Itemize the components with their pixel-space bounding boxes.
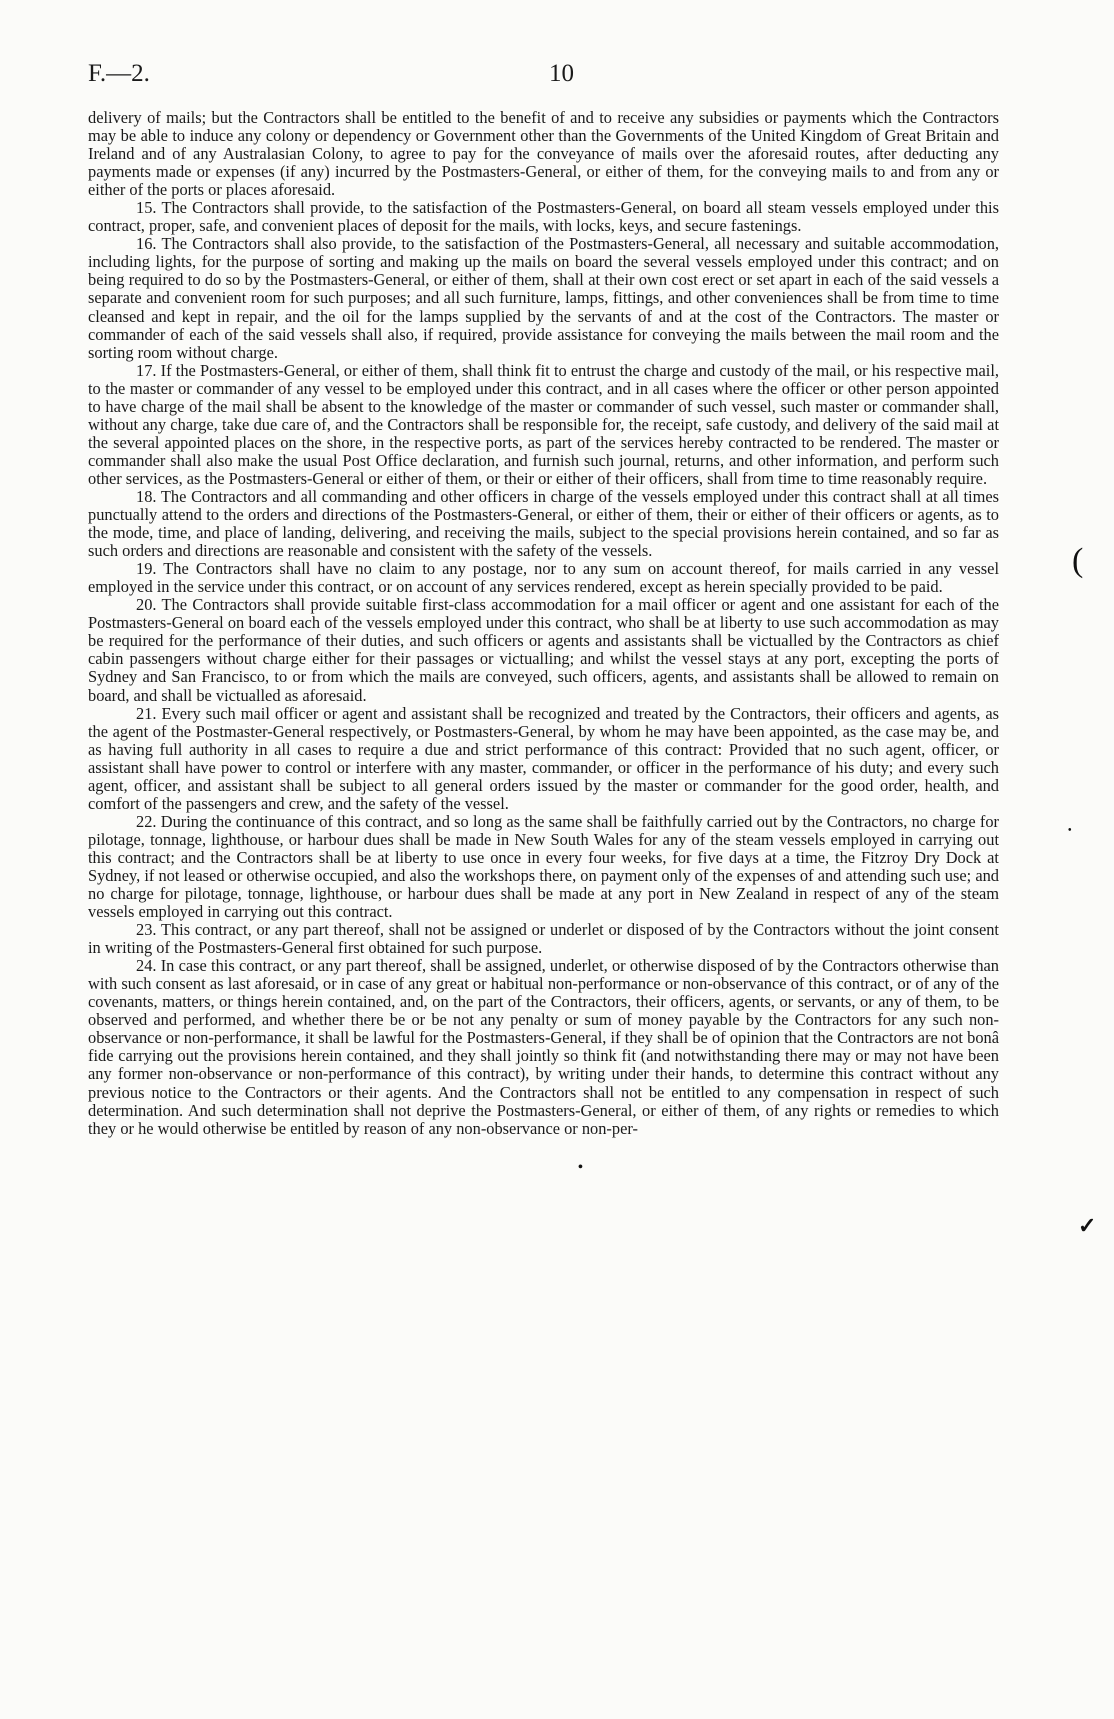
clause-15: 15. The Contractors shall provide, to the satisfaction of the Postmasters-General, on board all steam vessels employed under this contract, proper, safe, and convenient places of deposit for the mails, with locks, keys, and secure fastenings. bbox=[88, 198, 999, 236]
margin-bracket-mark: ( bbox=[1072, 542, 1084, 579]
clause-23: 23. This contract, or any part thereof, shall not be assigned or underlet or disposed of by the Contractors without the joint consent in writing of the Postmasters-General first obtained for such purpose. bbox=[88, 920, 999, 958]
clause-16: 16. The Contractors shall also provide, to the satisfaction of the Postmasters-General, all necessary and suitable accommodation, including lights, for the purpose of sorting and making up the mails on board the several vessels employed under this contract; and on being required to do so by the Postmasters-General, or either of them, shall at their own cost erect or set apart in each of the said vessels a separate and convenient room for such purposes; and all such furniture, lamps, fittings, and other conveniences shall be from time to time cleansed and kept in repair, and the oil for the lamps supplied by the servants of and at the cost of the Contractors. The master or commander of each of the said vessels shall also, if required, provide assistance for conveying the mails between the mail room and the sorting room without charge. bbox=[88, 234, 999, 362]
clause-19: 19. The Contractors shall have no claim to any postage, nor to any sum on account thereof, for mails carried in any vessel employed in the service under this contract, or on account of any services rendered, except as herein specially provided to be paid. bbox=[88, 559, 999, 597]
clause-18: 18. The Contractors and all commanding and other officers in charge of the vessels employed under this contract shall at all times punctually attend to the orders and directions of the Postmasters-General, or either of them, their or either of their officers or agents, as to the mode, time, and place of landing, delivering, and receiving the mails, subject to the special provisions herein contained, and so far as such orders and directions are reasonable and consistent with the safety of the vessels. bbox=[88, 486, 999, 561]
margin-tick-mark: ✓ bbox=[1078, 1213, 1097, 1238]
page-number: 10 bbox=[549, 60, 574, 87]
clause-24: 24. In case this contract, or any part thereof, shall be assigned, underlet, or otherwise disposed of by the Contractors otherwise than with such consent as last aforesaid, or in case of any great or habitual non-performance or non-observance of this contract, or of any of the covenants, matters, or things herein contained, and, on the part of the Contractors, their officers, agents, or servants, or any of them, to be observed and performed, and whether there be or be not any penalty or sum of money payable by the Contractors for any such non-observance or non-performance, it shall be lawful for the Postmasters-General, if they shall be of opinion that the Contractors are not bonâ fide carrying out the provisions herein contained, and they shall jointly so think fit (and notwithstanding there may or may not have been any former non-observance or non-performance of this contract), by writing under their hands, to determine this contract without any previous notice to the Contractors or their agents. And the Contractors shall not be entitled to any compensation in respect of such determination. And such determination shall not deprive the Postmasters-General, or either of them, of any rights or remedies to which they or he would otherwise be entitled by reason of any non-observance or non-per- bbox=[88, 956, 999, 1138]
paragraph-continuation: delivery of mails; but the Contractors shall be entitled to the benefit of and to receive any subsidies or payments which the Contractors may be able to induce any colony or dependency or Government other than the Governments of the United Kingdom of Great Britain and Ireland and of any Australasian Colony, to agree to pay for the conveyance of mails over the aforesaid routes, after deducting any payments made or expenses (if any) incurred by the Postmasters-General, or either of them, for the conveying mails to and from any or either of the ports or places aforesaid. bbox=[88, 108, 999, 200]
clause-17: 17. If the Postmasters-General, or either of them, shall think fit to entrust the charge and custody of the mail, or his respective mail, to the master or commander of any vessel to be employed under this contract, and in all cases where the officer or other person appointed to have charge of the mail shall be absent to the knowledge of the master or commander of such vessel, such master or commander shall, without any charge, take due care of, and the Contractors shall be responsible for, the receipt, safe custody, and delivery of the said mail at the several appointed places on the shore, in the respective ports, as part of the services hereby contracted to be rendered. The master or commander shall also make the usual Post Office declaration, and furnish such journal, returns, and other information, and perform such other services, as the Postmasters-General or either of them, or their or either of their officers, shall from time to time reasonably require. bbox=[88, 360, 999, 488]
inline-dot-mark: • bbox=[578, 1160, 583, 1175]
document-reference: F.—2. bbox=[88, 60, 150, 87]
clause-21: 21. Every such mail officer or agent and assistant shall be recognized and treated by the Contractors, their officers and agents, as the agent of the Postmaster-General respectively, or Postmasters-General, by whom he may have been appointed, as the case may be, and as having full authority in all cases to require a due and strict performance of this contract: Provided that no such agent, officer, or assistant shall have power to control or interfere with any master, commander, or officer in the performance of his duty; and every such agent, officer, and assistant shall be subject to all general orders issued by the master or commander for the good order, health, and comfort of the passengers and crew, and the safety of the vessel. bbox=[88, 703, 999, 813]
clause-22: 22. During the continuance of this contract, and so long as the same shall be faithfully carried out by the Contractors, no charge for pilotage, tonnage, lighthouse, or harbour dues shall be made in New South Wales for any of the steam vessels employed in carrying out this contract; and the Contractors shall be at liberty to use once in every four weeks, for five days at a time, the Fitzroy Dry Dock at Sydney, if not leased or otherwise occupied, and also the workshops there, on payment only of the expenses of and attending such use; and no charge for pilotage, tonnage, lighthouse, or harbour dues shall be made at any port in New Zealand in respect of any of the steam vessels employed in carrying out this contract. bbox=[88, 811, 999, 922]
margin-dot-mark: • bbox=[1068, 825, 1072, 836]
body-text bbox=[88, 109, 999, 1138]
clause-20: 20. The Contractors shall provide suitable first-class accommodation for a mail officer or agent and one assistant for each of the Postmasters-General on board each of the vessels employed under this contract, who shall be at liberty to use such accommodation as may be required for the performance of their duties, and such officers or agents and assistants shall be victualled by the Contractors as chief cabin passengers without charge either for their passages or victualling; and whilst the vessel stays at any port, excepting the ports of Sydney and San Francisco, to or from which the mails are conveyed, such officers, agents, and assistants shall be allowed to remain on board, and shall be victualled as aforesaid. bbox=[88, 595, 999, 705]
